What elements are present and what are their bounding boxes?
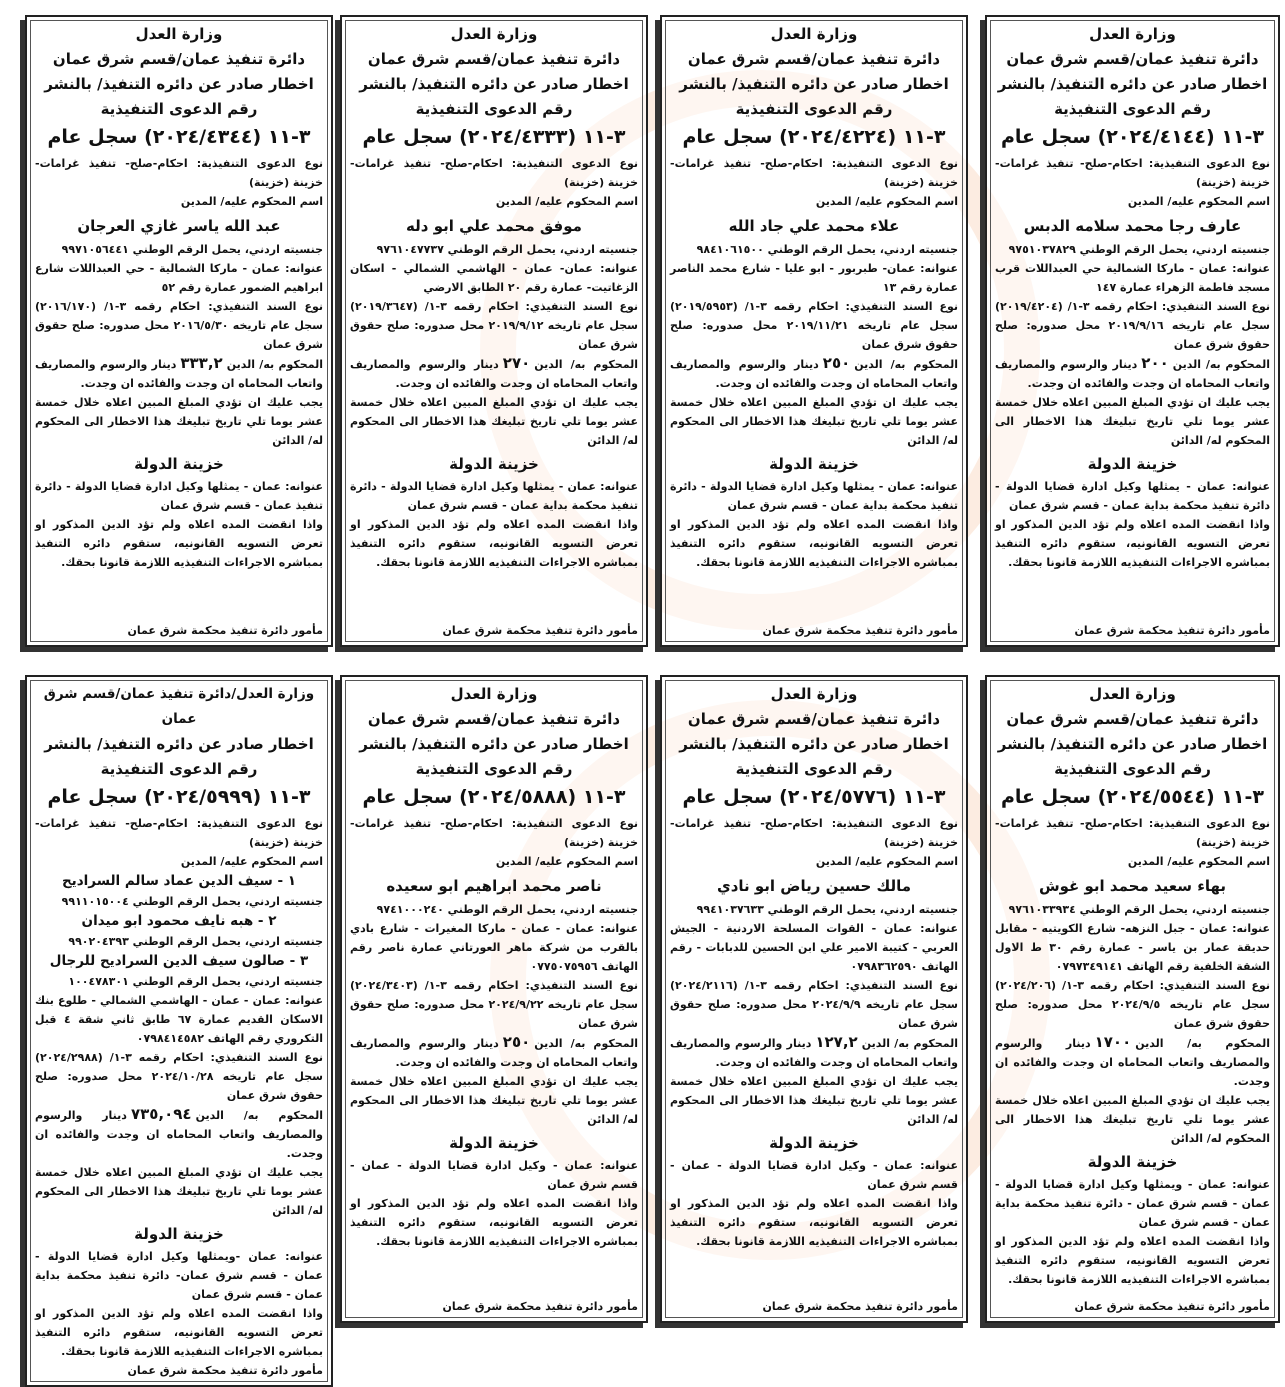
- department-heading: دائرة تنفيذ عمان/قسم شرق عمان: [367, 710, 621, 728]
- debtor-name: عبد الله ياسر غازي العرجان: [77, 217, 281, 235]
- debt-amount: ٢٠٠: [1141, 354, 1169, 372]
- debtor-label: اسم المحكوم عليه/ المدين: [1127, 195, 1270, 208]
- creditor-address: عنوانه: عمان - وكيل ادارة قضايا الدولة - عمان - قسم شرق عمان: [350, 1159, 638, 1191]
- case-type: نوع الدعوى التنفيذية: احكام-صلح- تنفيذ غرامات- خزينة (خزينة): [35, 817, 323, 849]
- debt-amount: ٢٥٠: [822, 354, 851, 372]
- payment-demand: يجب عليك ان تؤدي المبلغ المبين اعلاه خلال خمسة عشر يوما تلي تاريخ تبليغك هذا الاخطار الى المحكوم له/ الدائن: [350, 1075, 638, 1126]
- debtor-label: اسم المحكوم عليه/ المدين: [180, 855, 323, 868]
- judgment-suffix: دينار والرسوم والمصاريف واتعاب المحاماه ان وجدت والفائده ان وجدت.: [995, 358, 1270, 390]
- judgment-amount-line: [995, 354, 1270, 393]
- notice-title: اخطار صادر عن دائره التنفيذ/ بالنشر: [679, 735, 949, 753]
- notice-header: وزارة العدل/دائرة تنفيذ عمان/قسم شرق عمان: [43, 686, 315, 727]
- case-type: نوع الدعوى التنفيذية: احكام-صلح- تنفيذ غرامات- خزينة (خزينة): [995, 157, 1270, 189]
- judgment-suffix: دينار والرسوم والمصاريف واتعاب المحاماه ان وجدت والفائده ان وجدت.: [350, 358, 638, 390]
- creditor-name: خزينة الدولة: [449, 455, 539, 473]
- case-type: نوع الدعوى التنفيذية: احكام-صلح- تنفيذ غرامات- خزينة (خزينة): [350, 157, 638, 189]
- department-heading: دائرة تنفيذ عمان/قسم شرق عمان: [1006, 710, 1259, 728]
- ministry-heading: وزارة العدل: [770, 685, 858, 703]
- debtor-label: اسم المحكوم عليه/ المدين: [180, 195, 323, 208]
- legal-warning: واذا انقضت المده اعلاه ولم تؤد الدين المذكور او تعرض التسويه القانونيه، ستقوم دائره التنفيذ بمباشره الاجراءات التنفيذيه اللازمة قانونا بحقك.: [350, 1197, 638, 1248]
- notice-title: اخطار صادر عن دائره التنفيذ/ بالنشر: [44, 735, 314, 753]
- debt-amount: ٢٧٠: [502, 354, 531, 372]
- debtor-national-id: جنسيته اردني، يحمل الرقم الوطني ٩٩٠٢٠٤٣٩٣: [68, 935, 323, 948]
- judgment-amount-line: [995, 1033, 1270, 1091]
- legal-notice: [660, 675, 968, 1323]
- creditor-address: عنوانه: عمان - ويمثلها وكيل ادارة قضايا الدولة - عمان - قسم شرق عمان - دائرة تنفيذ محكمة بداية عمان - قسم شرق عمان: [995, 1178, 1270, 1229]
- signature: مأمور دائرة تنفيذ محكمة شرق عمان: [1074, 1300, 1270, 1313]
- department-heading: دائرة تنفيذ عمان/قسم شرق عمان: [1006, 50, 1259, 68]
- legal-warning: واذا انقضت المده اعلاه ولم تؤد الدين المذكور او تعرض التسويه القانونيه، ستقوم دائره التنفيذ بمباشره الاجراءات التنفيذيه اللازمة قانونا بحقك.: [35, 1307, 323, 1358]
- execution-deed: نوع السند التنفيذي: احكام رقمه ٣-١/ (٢٠١٩/٤٢٠٤) سجل عام تاريخه ٢٠١٩/٩/١٦ محل صدوره: صلح حقوق شرق عمان: [995, 300, 1270, 351]
- legal-notice: [340, 675, 648, 1323]
- debtor-name: مالك حسين رياض ابو نادي: [716, 877, 912, 895]
- signature: مأمور دائرة تنفيذ محكمة شرق عمان: [762, 624, 958, 637]
- judgment-suffix: دينار والرسوم والمصاريف واتعاب المحاماه ان وجدت والفائده ان وجدت.: [670, 1037, 958, 1069]
- debt-amount: ٧٣٥,٠٩٤: [130, 1105, 192, 1123]
- creditor-address: عنوانه: عمان - يمثلها وكيل ادارة قضايا الدولة - دائرة تنفيذ محكمة بداية عمان - قسم شرق عمان: [670, 480, 958, 512]
- payment-demand: يجب عليك ان تؤدي المبلغ المبين اعلاه خلال خمسة عشر يوما تلي تاريخ تبليغك هذا الاخطار الى المحكوم له/ الدائن: [670, 396, 958, 447]
- judgment-prefix: المحكوم به/ الدين: [1135, 1037, 1270, 1050]
- judgment-amount-line: [35, 354, 323, 393]
- case-label: رقم الدعوى التنفيذية: [1054, 100, 1211, 118]
- case-label: رقم الدعوى التنفيذية: [415, 760, 573, 778]
- payment-demand: يجب عليك ان تؤدي المبلغ المبين اعلاه خلال خمسة عشر يوما تلي تاريخ تبليغك هذا الاخطار الى المحكوم له/ الدائن: [35, 396, 323, 447]
- department-heading: دائرة تنفيذ عمان/قسم شرق عمان: [687, 710, 941, 728]
- legal-notice: [340, 15, 648, 647]
- judgment-prefix: المحكوم به/ الدين: [1172, 358, 1270, 371]
- case-type: نوع الدعوى التنفيذية: احكام-صلح- تنفيذ غرامات- خزينة (خزينة): [350, 817, 638, 849]
- notice-title: اخطار صادر عن دائره التنفيذ/ بالنشر: [679, 75, 949, 93]
- legal-warning: واذا انقضت المده اعلاه ولم تؤد الدين المذكور او تعرض التسويه القانونيه، ستقوم دائره التنفيذ بمباشره الاجراءات التنفيذيه اللازمة قانونا بحقك.: [670, 518, 958, 569]
- creditor-name: خزينة الدولة: [769, 455, 859, 473]
- payment-demand: يجب عليك ان تؤدي المبلغ المبين اعلاه خلال خمسة عشر يوما تلي تاريخ تبليغك هذا الاخطار الى المحكوم له/ الدائن: [670, 1075, 958, 1126]
- debtor-address: عنوانه: عمان - ماركا الشمالية - حي العبداللات شارع ابراهيم الضمور عمارة رقم ٥٢: [35, 262, 323, 294]
- ministry-heading: وزارة العدل: [770, 25, 858, 43]
- payment-demand: يجب عليك ان تؤدي المبلغ المبين اعلاه خلال خمسة عشر يوما تلي تاريخ تبليغك هذا الاخطار الى المحكوم له/ الدائن: [350, 396, 638, 447]
- creditor-address: عنوانه: عمان - يمثلها وكيل ادارة قضايا الدولة - دائرة تنفيذ محكمة بداية عمان - قسم شرق عمان: [995, 480, 1270, 512]
- notice-title: اخطار صادر عن دائره التنفيذ/ بالنشر: [997, 735, 1268, 753]
- case-label: رقم الدعوى التنفيذية: [415, 100, 573, 118]
- department-heading: دائرة تنفيذ عمان/قسم شرق عمان: [52, 50, 306, 68]
- debtor-label: اسم المحكوم عليه/ المدين: [495, 195, 638, 208]
- case-number: ٣-١١ (٢٠٢٤/٤٣٣٣) سجل عام: [362, 126, 626, 148]
- debtor-label: اسم المحكوم عليه/ المدين: [1127, 855, 1270, 868]
- signature: مأمور دائرة تنفيذ محكمة شرق عمان: [1074, 624, 1270, 637]
- execution-deed: نوع السند التنفيذي: احكام رقمه ٣-١/ (٢٠٢٤/٢٠٦) سجل عام تاريخه ٢٠٢٤/٩/٥ محل صدوره: صلح حقوق شرق عمان: [995, 979, 1270, 1030]
- debtor-address: عنوانه: عمان - القوات المسلحة الاردنية - الجيش العربي - كتيبة الامير علي ابن الحسين للدبابات - رقم الهاتف ٠٧٩٨٣٦٢٥٩٠: [670, 922, 958, 973]
- creditor-address: عنوانه: عمان - يمثلها وكيل ادارة قضايا الدولة - دائرة تنفيذ محكمة بداية عمان - قسم شرق عمان: [350, 480, 638, 512]
- debtor-address: عنوانه: عمان - عمان - ماركا المغيرات - شارع بادي بالقرب من شركة ماهر العورتاني عمارة ناصر رقم الهاتف ٠٧٧٥٠٧٥٩٥٦: [350, 922, 638, 973]
- debt-amount: ١٧٠٠: [1094, 1033, 1132, 1051]
- case-type: نوع الدعوى التنفيذية: احكام-صلح- تنفيذ غرامات- خزينة (خزينة): [35, 157, 323, 189]
- judgment-amount-line: [350, 1033, 638, 1072]
- notice-title: اخطار صادر عن دائره التنفيذ/ بالنشر: [997, 75, 1268, 93]
- creditor-name: خزينة الدولة: [449, 1134, 539, 1152]
- judgment-prefix: المحكوم به/ الدين: [226, 358, 324, 371]
- debtor-national-id: جنسيته اردني، يحمل الرقم الوطني ٩٧٥١٠٣٧٨٢٩: [1008, 243, 1270, 256]
- legal-notice: [660, 15, 968, 647]
- legal-warning: واذا انقضت المده اعلاه ولم تؤد الدين المذكور او تعرض التسويه القانونيه، ستقوم دائره التنفيذ بمباشره الاجراءات التنفيذيه اللازمة قانونا بحقك.: [35, 518, 323, 569]
- ministry-heading: وزارة العدل: [450, 25, 538, 43]
- judgment-suffix: دينار والرسوم والمصاريف واتعاب المحاماه ان وجدت والفائده ان وجدت.: [35, 1109, 323, 1160]
- case-number: ٣-١١ (٢٠٢٤/٥٥٤٤) سجل عام: [1000, 786, 1265, 808]
- debtor-name: ٣ - صالون سيف الدين السراديح للرجال: [49, 953, 309, 969]
- case-label: رقم الدعوى التنفيذية: [735, 100, 893, 118]
- creditor-name: خزينة الدولة: [769, 1134, 859, 1152]
- signature: مأمور دائرة تنفيذ محكمة شرق عمان: [762, 1300, 958, 1313]
- debtor-address: عنوانه: عمان - عمان - الهاشمي الشمالي - طلوع بنك الاسكان القديم عمارة ٦٧ طابق ثاني شقة ٤ قبل التكروري رقم الهاتف ٠٧٩٨٤١٤٥٨٢: [35, 994, 323, 1045]
- creditor-address: عنوانه: عمان - وكيل ادارة قضايا الدولة - عمان - قسم شرق عمان: [670, 1159, 958, 1191]
- legal-warning: واذا انقضت المده اعلاه ولم تؤد الدين المذكور او تعرض التسويه القانونيه، ستقوم دائره التنفيذ بمباشره الاجراءات التنفيذيه اللازمة قانونا بحقك.: [670, 1197, 958, 1248]
- debtor-name: ٢ - هبه نايف محمود ابو ميدان: [81, 913, 277, 929]
- payment-demand: يجب عليك ان تؤدي المبلغ المبين اعلاه خلال خمسة عشر يوما تلي تاريخ تبليغك هذا الاخطار الى المحكوم له/ الدائن: [995, 1094, 1270, 1145]
- case-number: ٣-١١ (٢٠٢٤/٤٢٢٤) سجل عام: [682, 126, 946, 148]
- creditor-name: خزينة الدولة: [134, 1225, 224, 1243]
- case-type: نوع الدعوى التنفيذية: احكام-صلح- تنفيذ غرامات- خزينة (خزينة): [995, 817, 1270, 849]
- debtor-name: بهاء سعيد محمد ابو غوش: [1038, 877, 1227, 895]
- debtor-label: اسم المحكوم عليه/ المدين: [815, 855, 958, 868]
- debtor-national-id: جنسيته اردني، يحمل الرقم الوطني ٩٧٦١٠٤٧٧٣٧: [376, 243, 638, 256]
- signature: مأمور دائرة تنفيذ محكمة شرق عمان: [442, 624, 638, 637]
- signature: مأمور دائرة تنفيذ محكمة شرق عمان: [442, 1300, 638, 1313]
- judgment-prefix: المحكوم به/ الدين: [534, 1037, 638, 1050]
- execution-deed: نوع السند التنفيذي: احكام رقمه ٣-١/ (٢٠٢٤/٢٩٨٨) سجل عام تاريخه ٢٠٢٤/١٠/٢٨ محل صدوره: صلح حقوق شرق عمان: [35, 1051, 323, 1102]
- debtor-national-id: جنسيته اردني، يحمل الرقم الوطني ٩٩١١٠١٥٠٠٤: [61, 895, 323, 908]
- debtor-label: اسم المحكوم عليه/ المدين: [815, 195, 958, 208]
- debtor-national-id: جنسيته اردني، يحمل الرقم الوطني ٩٧٦١٠٣٣٩٣٤: [1008, 903, 1270, 916]
- debtor-label: اسم المحكوم عليه/ المدين: [495, 855, 638, 868]
- case-type: نوع الدعوى التنفيذية: احكام-صلح- تنفيذ غرامات- خزينة (خزينة): [670, 817, 958, 849]
- ministry-heading: وزارة العدل: [1089, 25, 1176, 43]
- debtor-national-id: جنسيته اردني، يحمل الرقم الوطني ١٠٠٤٧٨٣٠١: [68, 975, 323, 988]
- department-heading: دائرة تنفيذ عمان/قسم شرق عمان: [367, 50, 621, 68]
- legal-warning: واذا انقضت المده اعلاه ولم تؤد الدين المذكور او تعرض التسويه القانونيه، ستقوم دائره التنفيذ بمباشره الاجراءات التنفيذيه اللازمة قانونا بحقك.: [995, 518, 1270, 569]
- creditor-name: خزينة الدولة: [134, 455, 224, 473]
- execution-deed: نوع السند التنفيذي: احكام رقمه ٣-١/ (٢٠٢٤/٢١١٦) سجل عام تاريخه ٢٠٢٤/٩/٩ محل صدوره: صلح حقوق شرق عمان: [670, 979, 958, 1030]
- debtor-national-id: جنسيته اردني، يحمل الرقم الوطني ٩٧٤١٠٠٠٢٤٠: [376, 903, 638, 916]
- legal-warning: واذا انقضت المده اعلاه ولم تؤد الدين المذكور او تعرض التسويه القانونيه، ستقوم دائره التنفيذ بمباشره الاجراءات التنفيذيه اللازمة قانونا بحقك.: [995, 1235, 1270, 1286]
- debtor-national-id: جنسيته اردني، يحمل الرقم الوطني ٩٩٧١٠٥٦٤٤١: [61, 243, 323, 256]
- judgment-prefix: المحكوم به/ الدين: [861, 1037, 959, 1050]
- execution-deed: نوع السند التنفيذي: احكام رقمه ٣-١/ (٢٠٢٤/٣٤٠٣) سجل عام تاريخه ٢٠٢٤/٩/٢٢ محل صدوره: صلح حقوق شرق عمان: [350, 979, 638, 1030]
- judgment-suffix: دينار والرسوم والمصاريف واتعاب المحاماه ان وجدت والفائده ان وجدت.: [995, 1037, 1270, 1088]
- debtor-name: ١ - سيف الدين عماد سالم السراديح: [61, 873, 297, 889]
- debtor-name: ناصر محمد ابراهيم ابو سعيده: [386, 877, 602, 895]
- debtor-name: موفق محمد علي ابو دله: [406, 217, 582, 235]
- judgment-suffix: دينار والرسوم والمصاريف واتعاب المحاماه ان وجدت والفائده ان وجدت.: [350, 1037, 638, 1069]
- case-number: ٣-١١ (٢٠٢٤/٥٧٧٦) سجل عام: [682, 786, 946, 808]
- creditor-address: عنوانه: عمان -ويمثلها وكيل ادارة قضايا الدولة - عمان - قسم شرق عمان- دائرة تنفيذ محكمة بداية عمان - قسم شرق عمان: [35, 1250, 323, 1301]
- judgment-suffix: دينار والرسوم والمصاريف واتعاب المحاماه ان وجدت والفائده ان وجدت.: [35, 358, 323, 390]
- payment-demand: يجب عليك ان تؤدي المبلغ المبين اعلاه خلال خمسة عشر يوما تلي تاريخ تبليغك هذا الاخطار الى المحكوم له/ الدائن: [35, 1166, 323, 1217]
- judgment-amount-line: [670, 354, 958, 393]
- execution-deed: نوع السند التنفيذي: احكام رقمه ٣-١/ (٢٠١٩/٣٦٤٧) سجل عام تاريخه ٢٠١٩/٩/١٢ محل صدوره: صلح حقوق شرق عمان: [350, 300, 638, 351]
- case-label: رقم الدعوى التنفيذية: [735, 760, 893, 778]
- debt-amount: ٢٥٠: [502, 1033, 531, 1051]
- judgment-prefix: المحكوم به/ الدين: [195, 1109, 323, 1122]
- case-number: ٣-١١ (٢٠٢٤/٤١٤٤) سجل عام: [1000, 126, 1265, 148]
- case-label: رقم الدعوى التنفيذية: [1054, 760, 1211, 778]
- case-number: ٣-١١ (٢٠٢٤/٥٨٨٨) سجل عام: [362, 786, 626, 808]
- creditor-name: خزينة الدولة: [1087, 1153, 1178, 1171]
- ministry-heading: وزارة العدل: [450, 685, 538, 703]
- case-label: رقم الدعوى التنفيذية: [100, 100, 258, 118]
- creditor-name: خزينة الدولة: [1087, 455, 1178, 473]
- ministry-heading: وزارة العدل: [135, 25, 223, 43]
- case-number: ٣-١١ (٢٠٢٤/٥٩٩٩) سجل عام: [47, 786, 311, 808]
- legal-warning: واذا انقضت المده اعلاه ولم تؤد الدين المذكور او تعرض التسويه القانونيه، ستقوم دائره التنفيذ بمباشره الاجراءات التنفيذيه اللازمة قانونا بحقك.: [350, 518, 638, 569]
- signature: مأمور دائرة تنفيذ محكمة شرق عمان: [127, 1364, 323, 1377]
- debtor-address: عنوانه: عمان - ماركا الشمالية حي العبداللات قرب مسجد فاطمة الزهراء عمارة ١٤٧: [995, 262, 1270, 294]
- legal-notice: [985, 15, 1280, 647]
- judgment-amount-line: [35, 1105, 323, 1163]
- legal-notice: [985, 675, 1280, 1323]
- judgment-suffix: دينار والرسوم والمصاريف واتعاب المحاماه ان وجدت والفائده ان وجدت.: [670, 358, 958, 390]
- debtor-national-id: جنسيته اردني، يحمل الرقم الوطني ٩٩٤١٠٣٧٦٣٣: [696, 903, 958, 916]
- debt-amount: ٣٣٣,٢: [180, 354, 223, 372]
- judgment-prefix: المحكوم به/ الدين: [854, 358, 958, 371]
- ministry-heading: وزارة العدل: [1089, 685, 1176, 703]
- notice-title: اخطار صادر عن دائره التنفيذ/ بالنشر: [359, 75, 629, 93]
- debtor-national-id: جنسيته اردني، يحمل الرقم الوطني ٩٨٤١٠٦١٥٠٠: [696, 243, 958, 256]
- execution-deed: نوع السند التنفيذي: احكام رقمه ٣-١/ (٢٠١٩/٥٩٥٣) سجل عام تاريخه ٢٠١٩/١١/٢١ محل صدوره: صلح حقوق شرق عمان: [670, 300, 958, 351]
- case-label: رقم الدعوى التنفيذية: [100, 760, 258, 778]
- execution-deed: نوع السند التنفيذي: احكام رقمه ٣-١/ (٢٠١٦/١٧٠) سجل عام تاريخه ٢٠١٦/٥/٣٠ محل صدوره: صلح حقوق شرق عمان: [35, 300, 324, 351]
- legal-notice: [25, 15, 333, 647]
- department-heading: دائرة تنفيذ عمان/قسم شرق عمان: [687, 50, 941, 68]
- debtor-address: عنوانه: عمان - جبل النزهه- شارع الكويتيه - مقابل حديقة عمار بن ياسر - عمارة رقم ٣٠ ط الاول الشقة الخلفية رقم الهاتف ٠٧٩٧٣٤٩١٤١: [995, 922, 1270, 973]
- debt-amount: ١٢٧,٢: [815, 1033, 858, 1051]
- payment-demand: يجب عليك ان تؤدي المبلغ المبين اعلاه خلال خمسة عشر يوما تلي تاريخ تبليغك هذا الاخطار الى المحكوم له/ الدائن: [995, 396, 1270, 447]
- debtor-name: عارف رجا محمد سلامه الدبس: [1023, 217, 1242, 235]
- debtor-address: عنوانه: عمان- عمان - الهاشمي الشمالي - اسكان الزغاتيت- عمارة رقم ٢٠ الطابق الارضي: [350, 262, 638, 294]
- notice-title: اخطار صادر عن دائره التنفيذ/ بالنشر: [359, 735, 629, 753]
- debtor-address: عنوانه: عمان- طبربور - ابو عليا - شارع محمد الناصر عمارة رقم ١٣: [670, 262, 958, 294]
- creditor-address: عنوانه: عمان - يمثلها وكيل ادارة قضايا الدولة - دائرة تنفيذ عمان - قسم شرق عمان: [35, 480, 323, 512]
- signature: مأمور دائرة تنفيذ محكمة شرق عمان: [127, 624, 323, 637]
- judgment-amount-line: [670, 1033, 958, 1072]
- case-type: نوع الدعوى التنفيذية: احكام-صلح- تنفيذ غرامات- خزينة (خزينة): [670, 157, 958, 189]
- notice-title: اخطار صادر عن دائره التنفيذ/ بالنشر: [44, 75, 314, 93]
- judgment-amount-line: [350, 354, 638, 393]
- judgment-prefix: المحكوم به/ الدين: [534, 358, 638, 371]
- debtor-name: علاء محمد علي جاد الله: [728, 217, 900, 235]
- case-number: ٣-١١ (٢٠٢٤/٤٣٤٤) سجل عام: [47, 126, 311, 148]
- legal-notice: [25, 675, 333, 1387]
